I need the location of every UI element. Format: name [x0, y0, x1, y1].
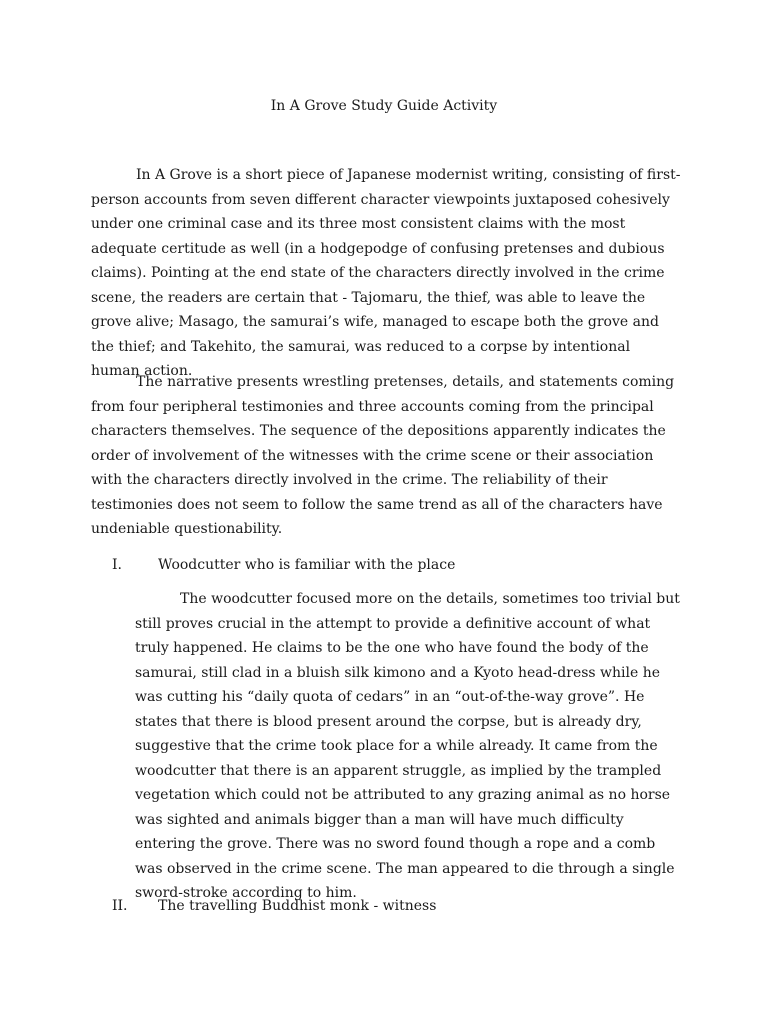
intro-paragraph: In A Grove is a short piece of Japanese modernist writing, consisting of first-person accounts from seven different character viewpoints juxtaposed cohesively under one criminal case and its three most consistent claims with the most adequate certitude as well (in a hodgepodge of confusing pretenses and dubious claims). Pointing at the end state of the characters directly involved in the crime scene, the readers are certain that - Tajomaru, the thief, was able to leave the grove alive; Masago, the samurai’s wife, managed to escape both the grove and the thief; and Takehito, the samurai, was reduced to a corpse by intentional human action.: [91, 167, 681, 379]
section-numeral: II.: [112, 898, 128, 914]
section-numeral: I.: [112, 557, 122, 573]
section-heading-text: The travelling Buddhist monk - witness: [158, 898, 437, 914]
document-title: In A Grove Study Guide Activity: [270, 98, 498, 114]
section-heading-monk: [112, 896, 672, 916]
section-heading-woodcutter: [112, 555, 672, 575]
narrative-paragraph: The narrative presents wrestling pretenses, details, and statements coming from four peripheral testimonies and three accounts coming from the principal characters themselves. The sequence of the depositions apparently indicates the order of involvement of the witnesses with the crime scene or their association with the characters directly involved in the crime. The reliability of their testimonies does not seem to follow the same trend as all of the characters have undeniable questionability.: [91, 374, 675, 537]
section-heading-text: Woodcutter who is familiar with the place: [158, 557, 456, 573]
woodcutter-paragraph: The woodcutter focused more on the details, sometimes too trivial but still proves crucial in the attempt to provide a definitive account of what truly happened. He claims to be the one who have found the body of the samurai, still clad in a bluish silk kimono and a Kyoto head-dress while he was cutting his “daily quota of cedars” in an “out-of-the-way grove”. He states that there is blood present around the corpse, but is already dry, suggestive that the crime took place for a while already. It came from the woodcutter that there is an apparent struggle, as implied by the trampled vegetation which could not be attributed to any grazing animal as no horse was sighted and animals bigger than a man will have much difficulty entering the grove. There was no sword found though a rope and a comb was observed in the crime scene. The man appeared to die through a single sword-stroke according to him.: [135, 591, 680, 901]
